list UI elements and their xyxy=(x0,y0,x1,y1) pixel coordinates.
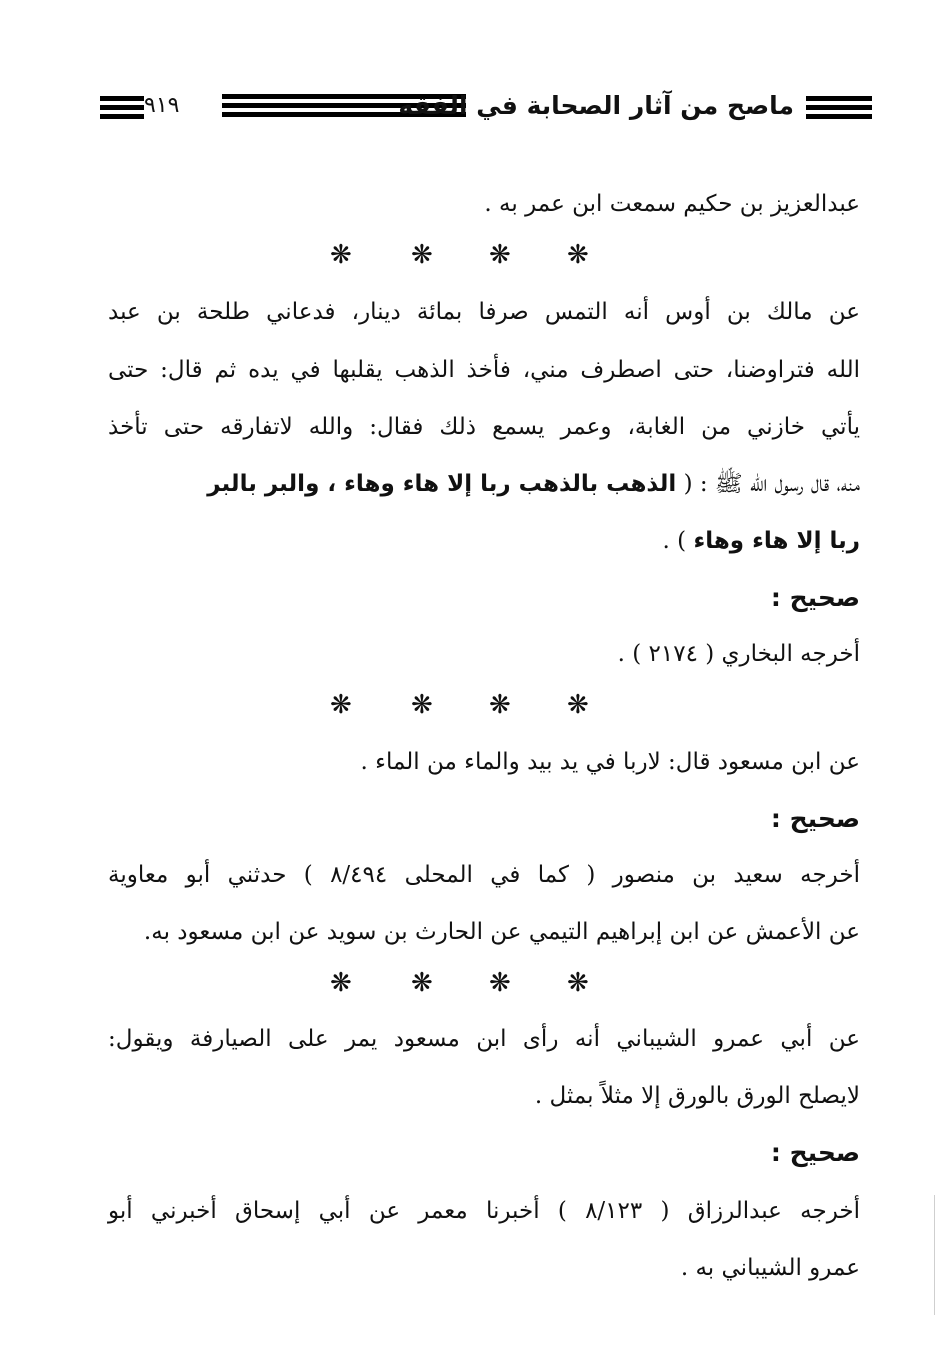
hadith-text: الذهب بالذهب ربا إلا هاء وهاء ، والبر بالبر xyxy=(207,471,677,497)
header-rule-right xyxy=(806,114,872,119)
source-line: أخرجه عبدالرزاق ( ٨/١٢٣ ) أخبرنا معمر عن أبي إسحاق أخبرني أبو xyxy=(108,1198,860,1224)
star-ornament-icon: ❋ xyxy=(489,968,511,998)
star-ornament-icon: ❋ xyxy=(411,968,433,998)
source-line: عن الأعمش عن ابن إبراهيم التيمي عن الحارث بن سويد عن ابن مسعود به. xyxy=(143,919,860,945)
text-line: لايصلح الورق بالورق إلا مثلاً بمثل . xyxy=(534,1083,860,1109)
text-segment: ) . xyxy=(662,528,687,554)
text-segment: منه، قال رسول الله ﷺ : ( xyxy=(683,471,860,497)
header-rule-left xyxy=(100,96,144,101)
header-rule-left xyxy=(100,105,144,110)
page-number: ٩١٩ xyxy=(144,93,180,118)
text-line: الله فتراوضنا، حتى اصطرف مني، فأخذ الذهب يقلبها في يده ثم قال: حتى xyxy=(108,357,860,383)
star-ornament-icon: ❋ xyxy=(567,240,589,270)
star-ornament-icon: ❋ xyxy=(489,240,511,270)
verdict-heading: صحيح : xyxy=(770,804,860,833)
star-ornament-icon: ❋ xyxy=(330,690,352,720)
header-rule-right xyxy=(806,105,872,110)
hadith-text: ربا إلا هاء وهاء xyxy=(693,528,860,554)
text-line: عن مالك بن أوس أنه التمس صرفا بمائة دينار، فدعاني طلحة بن عبد xyxy=(108,299,860,325)
star-ornament-icon: ❋ xyxy=(567,968,589,998)
source-line: أخرجه البخاري ( ٢١٧٤ ) . xyxy=(617,641,860,667)
running-header xyxy=(100,86,872,130)
star-ornament-icon: ❋ xyxy=(330,968,352,998)
hadith-line xyxy=(207,468,860,500)
text-line: عبدالعزيز بن حكيم سمعت ابن عمر به . xyxy=(484,191,860,217)
star-ornament-icon: ❋ xyxy=(567,690,589,720)
section-divider xyxy=(318,968,618,998)
running-header-title: ماصح من آثار الصحابة في الفقه xyxy=(398,91,794,120)
verdict-heading: صحيح : xyxy=(770,583,860,612)
star-ornament-icon: ❋ xyxy=(489,690,511,720)
section-divider xyxy=(318,690,618,720)
hadith-line xyxy=(663,525,860,557)
header-rule-right xyxy=(806,96,872,101)
header-rule-left xyxy=(100,114,144,119)
text-line: يأتي خازني من الغابة، وعمر يسمع ذلك فقال: والله لاتفارقه حتى تأخذ xyxy=(108,414,860,440)
star-ornament-icon: ❋ xyxy=(411,690,433,720)
star-ornament-icon: ❋ xyxy=(330,240,352,270)
star-ornament-icon: ❋ xyxy=(411,240,433,270)
source-line: أخرجه سعيد بن منصور ( كما في المحلى ٨/٤٩٤ ) حدثني أبو معاوية xyxy=(108,862,860,888)
scan-margin-mark xyxy=(934,1195,935,1315)
text-line: عن أبي عمرو الشيباني أنه رأى ابن مسعود يمر على الصيارفة ويقول: xyxy=(108,1026,860,1052)
section-divider xyxy=(318,240,618,270)
verdict-heading: صحيح : xyxy=(770,1138,860,1167)
source-line: عمرو الشيباني به . xyxy=(680,1255,860,1281)
text-line: عن ابن مسعود قال: لاربا في يد بيد والماء من الماء . xyxy=(360,749,860,775)
